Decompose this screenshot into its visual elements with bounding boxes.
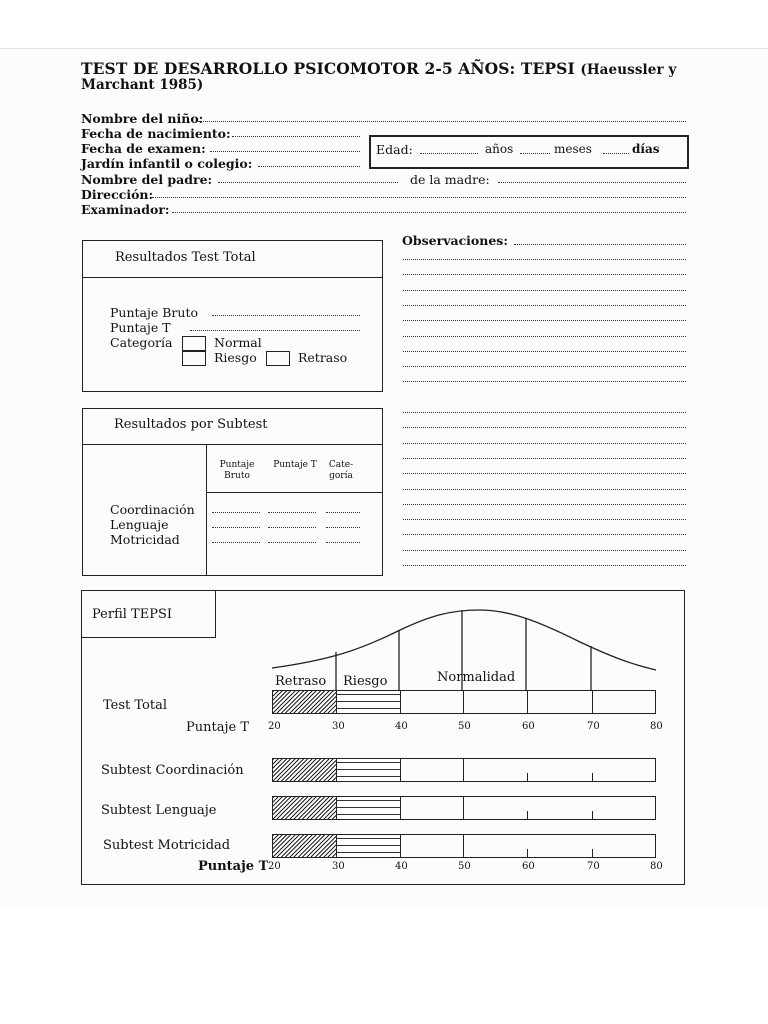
field-fecha-examen-label: Fecha de examen: xyxy=(81,141,206,156)
puntaje-bruto-label: Puntaje Bruto xyxy=(110,305,198,320)
subtest-row-lenguaje: Lenguaje xyxy=(110,517,169,532)
bar-riesgo-zone xyxy=(337,835,401,857)
title-authors-cont: Marchant 1985) xyxy=(81,77,204,93)
edad-label: Edad: xyxy=(376,142,413,157)
puntaje-t-label: Puntaje T xyxy=(110,320,171,335)
scale-tick-label: 70 xyxy=(587,861,600,872)
field-nombre-nino-label: Nombre del niño: xyxy=(81,111,204,126)
bar-retraso-zone xyxy=(273,835,337,857)
scale-tick-label: 50 xyxy=(458,721,471,732)
field-jardin-label: Jardín infantil o colegio: xyxy=(81,156,253,171)
bar-tick-50 xyxy=(463,691,464,713)
scale-tick-label: 80 xyxy=(650,721,663,732)
scale-tick-label: 50 xyxy=(458,861,471,872)
scale-tick-label: 30 xyxy=(332,721,345,732)
lenguaje-bar[interactable] xyxy=(272,796,656,820)
scale-tick-label: 30 xyxy=(332,861,345,872)
puntaje-t-axis-label-top: Puntaje T xyxy=(186,720,249,735)
title-authors: (Haeussler y xyxy=(580,62,677,78)
field-examinador-label: Examinador: xyxy=(81,202,170,217)
scale-tick-label: 20 xyxy=(268,721,281,732)
bar-tick-50 xyxy=(463,797,464,819)
perfil-heading: Perfil TEPSI xyxy=(92,607,172,622)
field-padre-label: Nombre del padre: xyxy=(81,172,213,187)
bar-retraso-zone xyxy=(273,691,337,713)
subtest-row-coordinacion: Coordinación xyxy=(110,502,195,517)
zone-retraso-label: Retraso xyxy=(275,674,327,689)
bar-tick-60 xyxy=(527,773,528,781)
bar-tick-50 xyxy=(463,759,464,781)
normal-label: Normal xyxy=(214,335,262,350)
bar-tick-60 xyxy=(527,811,528,819)
test-total-bar[interactable] xyxy=(272,690,656,714)
scale-tick-label: 20 xyxy=(268,861,281,872)
field-madre-label: de la madre: xyxy=(410,172,490,187)
bar-tick-70 xyxy=(592,691,593,713)
riesgo-label: Riesgo xyxy=(214,350,257,365)
field-fecha-nacimiento-label: Fecha de nacimiento: xyxy=(81,126,231,141)
resultados-total-heading: Resultados Test Total xyxy=(115,250,256,265)
title-text: TEST DE DESARROLLO PSICOMOTOR 2-5 AÑOS: TEPSI xyxy=(81,59,575,78)
edad-anos-label: años xyxy=(485,142,514,156)
bar-retraso-zone xyxy=(273,759,337,781)
edad-dias-label: días xyxy=(632,142,660,156)
bar-tick-70 xyxy=(592,849,593,857)
perfil-row-test-total: Test Total xyxy=(103,698,168,713)
retraso-label: Retraso xyxy=(298,350,348,365)
scale-tick-label: 40 xyxy=(395,861,408,872)
scale-tick-label: 60 xyxy=(522,721,535,732)
zone-riesgo-label: Riesgo xyxy=(343,674,388,689)
bar-retraso-zone xyxy=(273,797,337,819)
subtest-row-motricidad: Motricidad xyxy=(110,532,180,547)
bar-tick-50 xyxy=(463,835,464,857)
perfil-row-lenguaje: Subtest Lenguaje xyxy=(101,803,217,818)
zone-normalidad-label: Normalidad xyxy=(437,670,516,685)
bar-tick-60 xyxy=(527,691,528,713)
scale-tick-label: 70 xyxy=(587,721,600,732)
scale-tick-label: 40 xyxy=(395,721,408,732)
subtest-col-puntaje-bruto: Puntaje Bruto xyxy=(219,460,255,481)
perfil-row-motricidad: Subtest Motricidad xyxy=(103,838,231,853)
bar-tick-70 xyxy=(592,811,593,819)
field-direccion-label: Dirección: xyxy=(81,187,154,202)
puntaje-t-axis-label-bottom: Puntaje T xyxy=(198,859,269,874)
bar-tick-60 xyxy=(527,849,528,857)
bar-riesgo-zone xyxy=(337,797,401,819)
observaciones-label: Observaciones: xyxy=(402,233,508,248)
bar-riesgo-zone xyxy=(337,691,401,713)
edad-meses-label: meses xyxy=(554,142,592,156)
motricidad-bar[interactable] xyxy=(272,834,656,858)
bar-riesgo-zone xyxy=(337,759,401,781)
perfil-row-coordinacion: Subtest Coordinación xyxy=(101,763,244,778)
resultados-subtest-heading: Resultados por Subtest xyxy=(114,417,268,432)
coordinacion-bar[interactable] xyxy=(272,758,656,782)
scale-tick-label: 60 xyxy=(522,861,535,872)
subtest-col-puntaje-t: Puntaje T xyxy=(273,460,317,470)
bar-tick-70 xyxy=(592,773,593,781)
categoria-label: Categoría xyxy=(110,335,173,350)
subtest-col-categoria: Cate- goría xyxy=(328,460,354,481)
scale-tick-label: 80 xyxy=(650,861,663,872)
